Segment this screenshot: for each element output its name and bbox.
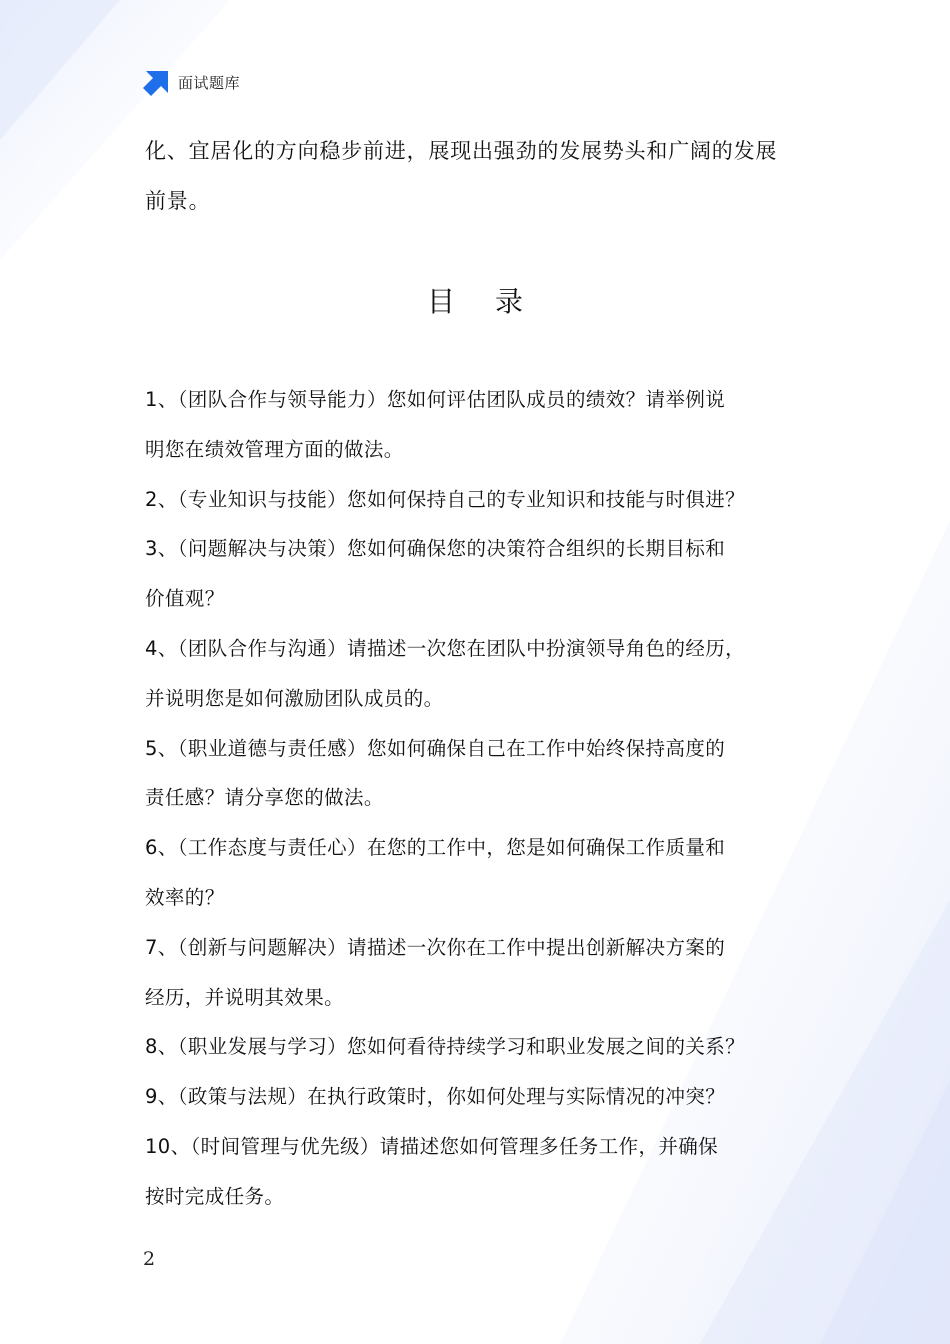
toc-line: 10、（时间管理与优先级）请描述您如何管理多任务工作，并确保	[145, 1134, 719, 1158]
toc-line: 效率的？	[145, 885, 225, 909]
toc-line: 2、（专业知识与技能）您如何保持自己的专业知识和技能与时俱进？	[145, 487, 746, 511]
toc-line: 3、（问题解决与决策）您如何确保您的决策符合组织的长期目标和	[145, 537, 726, 561]
brand-name: 面试题库	[178, 73, 241, 92]
intro-paragraph	[145, 126, 815, 226]
toc-line: 5、（职业道德与责任感）您如何确保自己在工作中始终保持高度的	[145, 736, 726, 760]
toc-line: 按时完成任务。	[145, 1184, 285, 1208]
toc-line: 1、（团队合作与领导能力）您如何评估团队成员的绩效？请举例说	[145, 388, 726, 411]
toc-list	[145, 375, 825, 1222]
toc-line: 价值观？	[145, 587, 225, 611]
toc-line: 9、（政策与法规）在执行政策时，你如何处理与实际情况的冲突？	[145, 1085, 726, 1109]
intro-line: 前景。	[145, 189, 211, 213]
toc-line: 6、（工作态度与责任心）在您的工作中，您是如何确保工作质量和	[145, 836, 726, 860]
intro-line: 化、宜居化的方向稳步前进，展现出强劲的发展势头和广阔的发展	[145, 139, 778, 163]
toc-line: 并说明您是如何激励团队成员的。	[145, 686, 444, 710]
page-number: 2	[143, 1248, 156, 1270]
page-header	[143, 68, 240, 96]
toc-line: 经历，并说明其效果。	[145, 985, 345, 1009]
arrow-up-right-icon	[143, 68, 171, 96]
toc-line: 8、（职业发展与学习）您如何看待持续学习和职业发展之间的关系？	[145, 1035, 746, 1059]
toc-title: 目录	[426, 285, 563, 318]
toc-line: 明您在绩效管理方面的做法。	[145, 437, 404, 461]
toc-line: 4、（团队合作与沟通）请描述一次您在团队中扮演领导角色的经历，	[145, 636, 746, 660]
toc-line: 7、（创新与问题解决）请描述一次你在工作中提出创新解决方案的	[145, 935, 726, 959]
toc-line: 责任感？请分享您的做法。	[145, 786, 384, 810]
